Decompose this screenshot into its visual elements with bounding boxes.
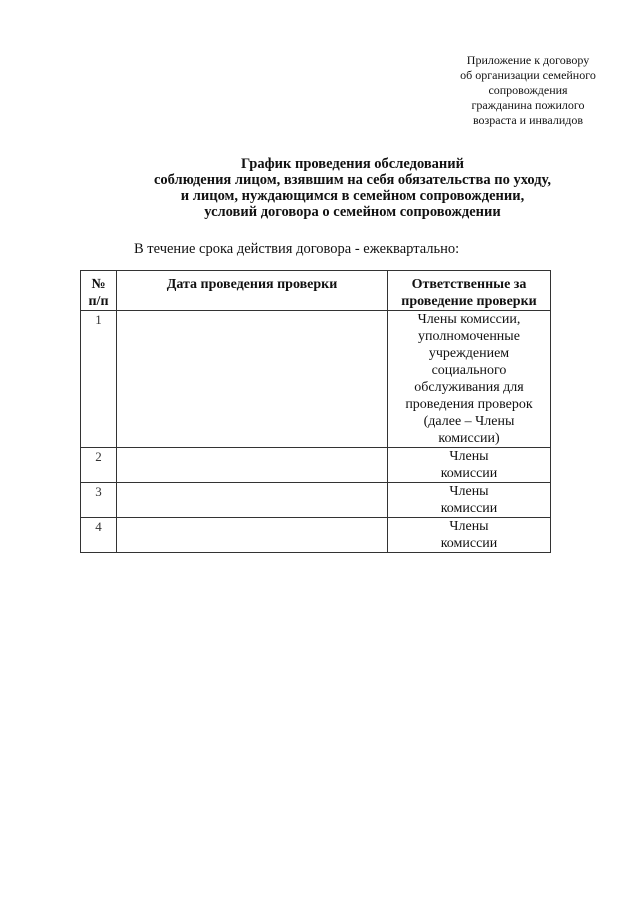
table-row: [81, 483, 551, 518]
row-responsible-cell: [388, 311, 551, 448]
row-responsible-cell: [388, 518, 551, 553]
row-date-cell: [117, 311, 388, 448]
table-header-row: [81, 271, 551, 311]
table-row: [81, 518, 551, 553]
row-number: 3: [81, 483, 117, 518]
header-responsible-line: проведение проверки: [401, 294, 537, 309]
title-line: и лицом, нуждающимся в семейном сопровождении,: [180, 188, 525, 204]
period-text: В течение срока действия договора - ежеквартально:: [134, 241, 460, 257]
responsible-line: учреждением: [428, 346, 510, 361]
header-number-line: п/п: [88, 294, 109, 309]
table-row: [81, 311, 551, 448]
responsible-line: комиссии): [438, 431, 500, 446]
responsible-line: уполномоченные: [418, 329, 520, 344]
responsible-line: комиссии: [440, 501, 498, 516]
title-line: соблюдения лицом, взявшим на себя обязательства по уходу,: [153, 172, 551, 188]
responsible-line: обслуживания для: [414, 380, 524, 395]
responsible-line: проведения проверок: [405, 397, 533, 412]
header-number-line: №: [91, 277, 106, 292]
header-responsible: [388, 271, 551, 311]
header-responsible-line: Ответственные за: [411, 277, 527, 292]
title-line: График проведения обследований: [240, 156, 464, 172]
responsible-line: Члены: [449, 449, 489, 464]
responsible-line: социального: [431, 363, 507, 378]
appendix-note: [428, 53, 628, 128]
inspection-schedule-table: [80, 270, 551, 553]
responsible-line: комиссии: [440, 536, 498, 551]
responsible-line: Члены: [449, 484, 489, 499]
responsible-line: Члены: [449, 519, 489, 534]
row-date-cell: [117, 518, 388, 553]
title-line: условий договора о семейном сопровождении: [204, 204, 501, 220]
appendix-line: гражданина пожилого: [471, 98, 585, 112]
appendix-line: сопровождения: [488, 83, 568, 97]
header-number: [81, 271, 117, 311]
row-number: 1: [81, 311, 117, 448]
appendix-line: Приложение к договору: [466, 53, 590, 67]
header-date: Дата проведения проверки: [117, 271, 388, 311]
row-number: 2: [81, 448, 117, 483]
table-row: [81, 448, 551, 483]
document-title: [80, 156, 625, 220]
row-date-cell: [117, 483, 388, 518]
appendix-line: об организации семейного: [460, 68, 596, 82]
row-date-cell: [117, 448, 388, 483]
responsible-line: комиссии: [440, 466, 498, 481]
appendix-line: возраста и инвалидов: [472, 113, 584, 127]
row-number: 4: [81, 518, 117, 553]
responsible-line: (далее – Члены: [423, 414, 515, 429]
responsible-line: Члены комиссии,: [417, 312, 521, 327]
row-responsible-cell: [388, 483, 551, 518]
row-responsible-cell: [388, 448, 551, 483]
